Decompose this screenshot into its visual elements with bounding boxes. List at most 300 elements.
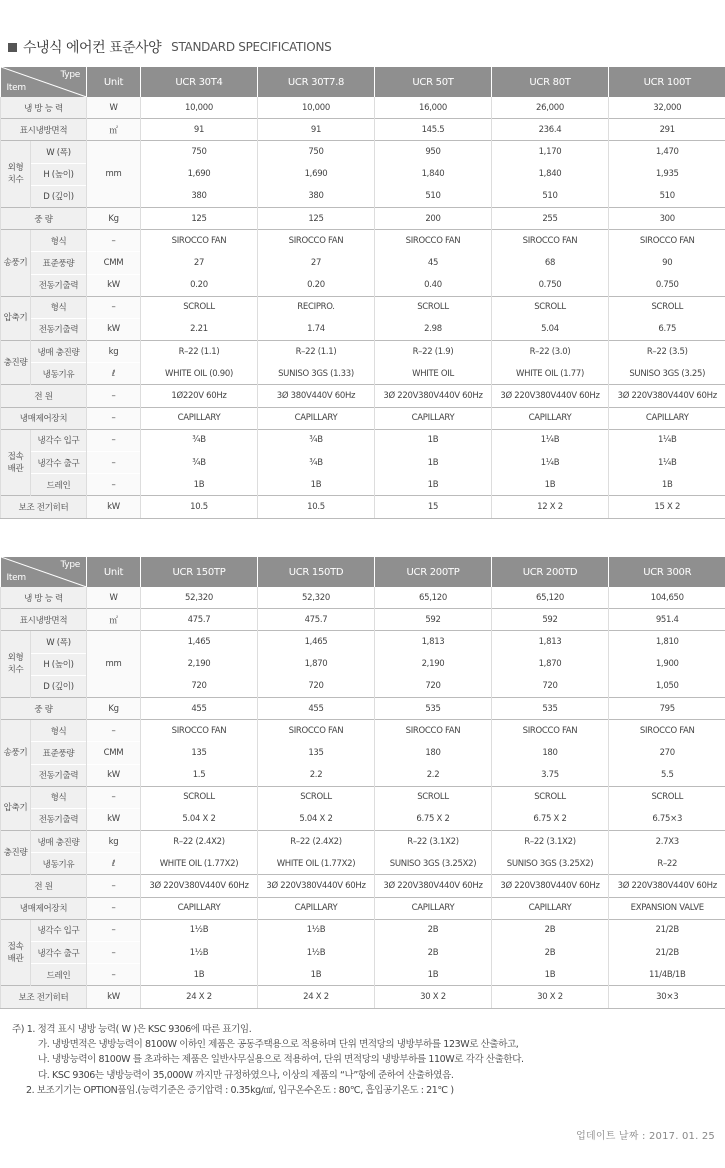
table-cell: 950 — [375, 141, 492, 163]
table-cell: 3Ø 220V380V440V 60Hz — [609, 875, 725, 897]
table-cell: 125 — [141, 207, 258, 229]
type-label: Type — [60, 560, 80, 570]
table-cell: 1,813 — [375, 631, 492, 653]
table-row — [1, 318, 725, 340]
table-cell: 592 — [375, 609, 492, 631]
table-cell: 30 X 2 — [375, 986, 492, 1008]
table-cell: 3Ø 220V380V440V 60Hz — [258, 875, 375, 897]
row-unit: kW — [87, 764, 141, 786]
table-cell: R–22 — [609, 853, 725, 875]
table-cell: 24 X 2 — [258, 986, 375, 1008]
table-cell: 951.4 — [609, 609, 725, 631]
table-cell: SIROCCO FAN — [258, 230, 375, 252]
row-label: 보조 전기히터 — [1, 986, 87, 1008]
table-cell: 1¼B — [609, 429, 725, 451]
table-cell: 3Ø 380V440V 60Hz — [258, 385, 375, 407]
type-label: Type — [60, 70, 80, 80]
table-cell: 2B — [375, 942, 492, 964]
row-unit: – — [87, 786, 141, 808]
row-sub-label: D (깊이) — [31, 185, 87, 207]
row-unit: – — [87, 230, 141, 252]
table-row — [1, 609, 725, 631]
table-cell: 1B — [141, 474, 258, 496]
table-cell: 1,840 — [492, 163, 609, 185]
spec-table-2 — [0, 557, 725, 1009]
table-cell: SUNISO 3GS (3.25X2) — [375, 853, 492, 875]
item-label: Item — [6, 83, 26, 93]
table-cell: 720 — [258, 675, 375, 697]
row-sub-label: 표준풍량 — [31, 742, 87, 764]
table-cell: 750 — [258, 141, 375, 163]
table-cell: 1.74 — [258, 318, 375, 340]
row-unit: – — [87, 875, 141, 897]
row-unit: – — [87, 897, 141, 919]
note-2: 2. 보조기기는 OPTION품임.(능력기준은 증기압력 : 0.35kg/㎠, 입구온수온도 : 80℃, 흡입공기온도 : 21℃ ) — [26, 1084, 454, 1096]
table-cell: 2B — [375, 919, 492, 941]
table-row — [1, 697, 725, 719]
table-cell: SIROCCO FAN — [609, 720, 725, 742]
table-cell: 32,000 — [609, 97, 725, 119]
table-cell: 1Ø220V 60Hz — [141, 385, 258, 407]
row-sub-label: 형식 — [31, 296, 87, 318]
table-cell: R–22 (1.9) — [375, 341, 492, 363]
table-row — [1, 764, 725, 786]
row-unit: mm — [87, 631, 141, 698]
row-group-label: 충진량 — [1, 341, 31, 385]
row-sub-label: D (깊이) — [31, 675, 87, 697]
model-header: UCR 300R — [609, 557, 725, 587]
row-unit: – — [87, 407, 141, 429]
table-row — [1, 587, 725, 609]
header-row — [1, 557, 725, 587]
table-cell: SIROCCO FAN — [258, 720, 375, 742]
row-group-label: 송풍기 — [1, 720, 31, 787]
table-cell: 10,000 — [258, 97, 375, 119]
model-header: UCR 150TP — [141, 557, 258, 587]
row-unit: ㎡ — [87, 119, 141, 141]
table-cell: R–22 (3.5) — [609, 341, 725, 363]
table-cell: WHITE OIL (1.77) — [492, 363, 609, 385]
row-unit: W — [87, 587, 141, 609]
row-sub-label: 전동기출력 — [31, 764, 87, 786]
table-cell: 236.4 — [492, 119, 609, 141]
table-cell: 2B — [492, 942, 609, 964]
table-cell: 270 — [609, 742, 725, 764]
row-sub-label: 냉동기유 — [31, 363, 87, 385]
spec-table-1 — [0, 67, 725, 519]
table-cell: 1½B — [141, 942, 258, 964]
table-cell: 291 — [609, 119, 725, 141]
table-cell: 720 — [375, 675, 492, 697]
row-unit: Kg — [87, 207, 141, 229]
table-cell: 1,840 — [375, 163, 492, 185]
table-cell: 26,000 — [492, 97, 609, 119]
table-row — [1, 875, 725, 897]
table-cell: 380 — [141, 185, 258, 207]
table-cell: 5.04 — [492, 318, 609, 340]
table-row — [1, 720, 725, 742]
table-cell: SIROCCO FAN — [141, 720, 258, 742]
table-cell: 1,813 — [492, 631, 609, 653]
row-group-label: 압축기 — [1, 786, 31, 830]
row-unit: CMM — [87, 742, 141, 764]
row-label: 냉 방 능 력 — [1, 97, 87, 119]
table-cell: 3Ø 220V380V440V 60Hz — [375, 875, 492, 897]
table-cell: R–22 (2.4X2) — [141, 831, 258, 853]
model-header: UCR 100T — [609, 67, 725, 97]
table-cell: 5.04 X 2 — [141, 808, 258, 830]
header-row — [1, 67, 725, 97]
note-1b: 나. 냉방능력이 8100W 를 초과하는 제품은 일반사무실용으로 적용하여, 단위 면적당의 냉방부하를 110W로 각각 산출한다. — [38, 1054, 524, 1066]
table-cell: SCROLL — [141, 296, 258, 318]
row-unit: – — [87, 385, 141, 407]
table-cell: 2,190 — [375, 653, 492, 675]
row-unit: – — [87, 942, 141, 964]
table-cell: 1,935 — [609, 163, 725, 185]
table-cell: 6.75 X 2 — [375, 808, 492, 830]
model-header: UCR 50T — [375, 67, 492, 97]
table-cell: CAPILLARY — [375, 407, 492, 429]
row-sub-label: 냉매 충진량 — [31, 831, 87, 853]
table-row — [1, 385, 725, 407]
row-label: 전 원 — [1, 385, 87, 407]
model-header: UCR 200TD — [492, 557, 609, 587]
table-cell: 1,470 — [609, 141, 725, 163]
row-unit: W — [87, 97, 141, 119]
table-row — [1, 230, 725, 252]
table-cell: 3Ø 220V380V440V 60Hz — [375, 385, 492, 407]
square-bullet-icon — [8, 43, 17, 52]
table-cell: 3Ø 220V380V440V 60Hz — [492, 875, 609, 897]
row-label: 중 량 — [1, 207, 87, 229]
table-cell: 16,000 — [375, 97, 492, 119]
table-cell: 1B — [375, 474, 492, 496]
table-cell: 1B — [375, 452, 492, 474]
table-cell: 45 — [375, 252, 492, 274]
row-unit: kg — [87, 341, 141, 363]
table-cell: SIROCCO FAN — [492, 230, 609, 252]
table-cell: 6.75 X 2 — [492, 808, 609, 830]
table-cell: R–22 (3.1X2) — [375, 831, 492, 853]
table-cell: 1,690 — [141, 163, 258, 185]
row-unit: – — [87, 720, 141, 742]
table-cell: SCROLL — [258, 786, 375, 808]
item-type-header — [1, 557, 87, 587]
table-cell: WHITE OIL — [375, 363, 492, 385]
table-cell: SCROLL — [492, 786, 609, 808]
row-group-label: 접속 배관 — [1, 919, 31, 986]
table-cell: SIROCCO FAN — [375, 230, 492, 252]
table-row — [1, 919, 725, 941]
table-row — [1, 808, 725, 830]
row-unit: – — [87, 919, 141, 941]
table-cell: 3Ø 220V380V440V 60Hz — [492, 385, 609, 407]
table-cell: 1,870 — [492, 653, 609, 675]
table-row — [1, 631, 725, 653]
table-cell: 1¼B — [609, 452, 725, 474]
row-unit: kW — [87, 274, 141, 296]
table-row — [1, 119, 725, 141]
table-cell: 15 X 2 — [609, 496, 725, 518]
row-unit: – — [87, 452, 141, 474]
row-group-label: 압축기 — [1, 296, 31, 340]
table-row — [1, 296, 725, 318]
table-cell: 2.2 — [258, 764, 375, 786]
table-cell: 1,810 — [609, 631, 725, 653]
table-cell: WHITE OIL (1.77X2) — [258, 853, 375, 875]
table-row — [1, 207, 725, 229]
table-cell: 2B — [492, 919, 609, 941]
table-cell: 104,650 — [609, 587, 725, 609]
table-cell: 0.750 — [492, 274, 609, 296]
table-cell: SIROCCO FAN — [375, 720, 492, 742]
table-cell: 180 — [492, 742, 609, 764]
table-cell: SCROLL — [141, 786, 258, 808]
row-unit: kg — [87, 831, 141, 853]
row-group-label: 접속 배관 — [1, 429, 31, 496]
row-sub-label: H (높이) — [31, 163, 87, 185]
table-cell: 30×3 — [609, 986, 725, 1008]
table-cell: 720 — [141, 675, 258, 697]
table-row — [1, 897, 725, 919]
table-cell: 135 — [141, 742, 258, 764]
table-cell: CAPILLARY — [609, 407, 725, 429]
table-cell: 1B — [258, 474, 375, 496]
table-cell: 10,000 — [141, 97, 258, 119]
table-cell: 1,465 — [258, 631, 375, 653]
table-row — [1, 429, 725, 451]
row-unit: mm — [87, 141, 141, 208]
note-1c: 다. KSC 9306는 냉방능력이 35,000W 까지만 규정하였으나, 이상의 제품의 “나”항에 준하여 산출하였음. — [38, 1069, 454, 1081]
table-cell: SCROLL — [375, 296, 492, 318]
table-cell: 21/2B — [609, 919, 725, 941]
table-cell: 0.20 — [258, 274, 375, 296]
table-cell: 3Ø 220V380V440V 60Hz — [609, 385, 725, 407]
table-cell: ¾B — [258, 452, 375, 474]
model-header: UCR 80T — [492, 67, 609, 97]
row-unit: ℓ — [87, 363, 141, 385]
row-label: 표시냉방면적 — [1, 609, 87, 631]
table-cell: SIROCCO FAN — [141, 230, 258, 252]
model-header: UCR 200TP — [375, 557, 492, 587]
table-cell: 11/4B/1B — [609, 964, 725, 986]
row-sub-label: W (폭) — [31, 631, 87, 653]
table-row — [1, 853, 725, 875]
table-row — [1, 363, 725, 385]
table-cell: 135 — [258, 742, 375, 764]
table-row — [1, 831, 725, 853]
row-sub-label: 전동기출력 — [31, 808, 87, 830]
table-cell: 91 — [141, 119, 258, 141]
table-cell: ¾B — [141, 452, 258, 474]
update-date: 업데이트 날짜 : 2017. 01. 25 — [576, 1131, 715, 1142]
table-cell: 1B — [492, 474, 609, 496]
table-cell: 475.7 — [258, 609, 375, 631]
table-cell: 1½B — [258, 942, 375, 964]
table-row — [1, 964, 725, 986]
table-cell: CAPILLARY — [258, 407, 375, 429]
unit-header: Unit — [87, 557, 141, 587]
row-label: 냉 방 능 력 — [1, 587, 87, 609]
table-cell: 12 X 2 — [492, 496, 609, 518]
table-cell: 6.75 — [609, 318, 725, 340]
table-cell: ¾B — [258, 429, 375, 451]
table-cell: 2.2 — [375, 764, 492, 786]
table-cell: SUNISO 3GS (3.25) — [609, 363, 725, 385]
notes — [12, 1022, 524, 1098]
table-row — [1, 496, 725, 518]
row-label: 표시냉방면적 — [1, 119, 87, 141]
table-cell: 200 — [375, 207, 492, 229]
table-cell: 455 — [141, 697, 258, 719]
row-group-label: 외형 치수 — [1, 631, 31, 698]
row-unit: kW — [87, 496, 141, 518]
row-unit: kW — [87, 986, 141, 1008]
table-cell: 5.04 X 2 — [258, 808, 375, 830]
table-cell: CAPILLARY — [141, 897, 258, 919]
table-cell: 125 — [258, 207, 375, 229]
table-row — [1, 274, 725, 296]
table-cell: 535 — [492, 697, 609, 719]
row-sub-label: 드레인 — [31, 474, 87, 496]
table-cell: WHITE OIL (0.90) — [141, 363, 258, 385]
title-english: STANDARD SPECIFICATIONS — [171, 40, 332, 54]
table-cell: 2.7X3 — [609, 831, 725, 853]
item-type-header — [1, 67, 87, 97]
table-row — [1, 252, 725, 274]
row-unit: kW — [87, 808, 141, 830]
table-cell: 1B — [141, 964, 258, 986]
table-cell: CAPILLARY — [141, 407, 258, 429]
row-group-label: 충진량 — [1, 831, 31, 875]
table-cell: 0.750 — [609, 274, 725, 296]
item-label: Item — [6, 573, 26, 583]
row-label: 냉매제어장치 — [1, 897, 87, 919]
row-unit: – — [87, 429, 141, 451]
model-header: UCR 30T7.8 — [258, 67, 375, 97]
row-sub-label: 냉매 충진량 — [31, 341, 87, 363]
table-cell: 68 — [492, 252, 609, 274]
table-row — [1, 141, 725, 163]
table-cell: 1,050 — [609, 675, 725, 697]
row-sub-label: 냉동기유 — [31, 853, 87, 875]
table-cell: R–22 (1.1) — [258, 341, 375, 363]
table-cell: 27 — [258, 252, 375, 274]
table-cell: R–22 (2.4X2) — [258, 831, 375, 853]
row-sub-label: 표준풍량 — [31, 252, 87, 274]
table-cell: 5.5 — [609, 764, 725, 786]
table-row — [1, 97, 725, 119]
table-cell: 535 — [375, 697, 492, 719]
row-unit: – — [87, 964, 141, 986]
table-cell: 1,170 — [492, 141, 609, 163]
model-header: UCR 150TD — [258, 557, 375, 587]
row-sub-label: 냉각수 출구 — [31, 452, 87, 474]
table-cell: SUNISO 3GS (1.33) — [258, 363, 375, 385]
table-row — [1, 407, 725, 429]
table-cell: 1,870 — [258, 653, 375, 675]
table-cell: 2.98 — [375, 318, 492, 340]
table-cell: 24 X 2 — [141, 986, 258, 1008]
row-sub-label: 형식 — [31, 230, 87, 252]
table-cell: 1,900 — [609, 653, 725, 675]
table-cell: 0.40 — [375, 274, 492, 296]
table-cell: 6.75×3 — [609, 808, 725, 830]
table-cell: 720 — [492, 675, 609, 697]
table-cell: R–22 (3.0) — [492, 341, 609, 363]
table-row — [1, 474, 725, 496]
table-cell: SCROLL — [375, 786, 492, 808]
table-cell: WHITE OIL (1.77X2) — [141, 853, 258, 875]
row-group-label: 외형 치수 — [1, 141, 31, 208]
row-unit: Kg — [87, 697, 141, 719]
table-cell: 1B — [258, 964, 375, 986]
table-cell: 65,120 — [492, 587, 609, 609]
table-cell: SIROCCO FAN — [609, 230, 725, 252]
table-cell: 15 — [375, 496, 492, 518]
row-sub-label: W (폭) — [31, 141, 87, 163]
table-cell: 30 X 2 — [492, 986, 609, 1008]
table-cell: 510 — [609, 185, 725, 207]
row-unit: ㎡ — [87, 609, 141, 631]
table-cell: SUNISO 3GS (3.25X2) — [492, 853, 609, 875]
table-cell: CAPILLARY — [258, 897, 375, 919]
table-cell: 10.5 — [258, 496, 375, 518]
table-cell: 1½B — [141, 919, 258, 941]
page-title — [8, 37, 331, 57]
row-unit: – — [87, 474, 141, 496]
table-cell: 90 — [609, 252, 725, 274]
row-label: 냉매제어장치 — [1, 407, 87, 429]
table-cell: 2,190 — [141, 653, 258, 675]
table-cell: SCROLL — [609, 296, 725, 318]
row-unit: kW — [87, 318, 141, 340]
table-cell: 1,690 — [258, 163, 375, 185]
table-cell: 3.75 — [492, 764, 609, 786]
table-cell: SIROCCO FAN — [492, 720, 609, 742]
table-cell: 1B — [609, 474, 725, 496]
title-korean: 수냉식 에어컨 표준사양 — [23, 40, 162, 56]
row-label: 중 량 — [1, 697, 87, 719]
table-cell: 52,320 — [141, 587, 258, 609]
row-sub-label: 냉각수 입구 — [31, 919, 87, 941]
table-cell: 1B — [375, 429, 492, 451]
table-cell: SCROLL — [609, 786, 725, 808]
row-sub-label: 전동기출력 — [31, 318, 87, 340]
table-cell: EXPANSION VALVE — [609, 897, 725, 919]
table-cell: 1.5 — [141, 764, 258, 786]
table-cell: 1½B — [258, 919, 375, 941]
row-sub-label: 형식 — [31, 720, 87, 742]
note-1a: 가. 냉방면적은 냉방능력이 8100W 이하인 제품은 공동주택용으로 적용하며 단위 면적당의 냉방부하를 123W로 산출하고, — [38, 1039, 519, 1051]
row-sub-label: H (높이) — [31, 653, 87, 675]
table-cell: 1,465 — [141, 631, 258, 653]
table-cell: 510 — [375, 185, 492, 207]
table-cell: 1¼B — [492, 452, 609, 474]
table-cell: CAPILLARY — [492, 897, 609, 919]
table-cell: 592 — [492, 609, 609, 631]
table-cell: 1B — [375, 964, 492, 986]
table-cell: ¾B — [141, 429, 258, 451]
table-cell: 180 — [375, 742, 492, 764]
table-cell: 10.5 — [141, 496, 258, 518]
table-cell: 0.20 — [141, 274, 258, 296]
table-cell: CAPILLARY — [375, 897, 492, 919]
table-cell: 21/2B — [609, 942, 725, 964]
table-cell: R–22 (1.1) — [141, 341, 258, 363]
table-cell: 1B — [492, 964, 609, 986]
table-row — [1, 452, 725, 474]
